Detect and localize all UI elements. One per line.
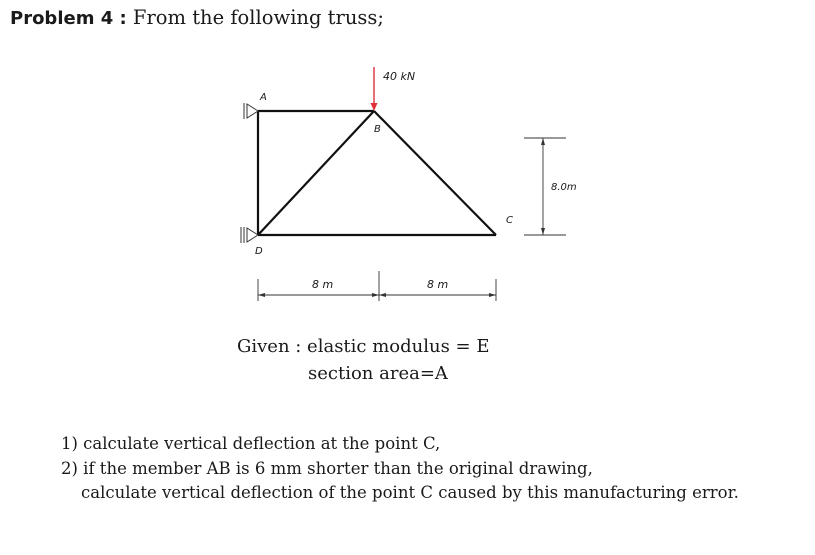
dimension-height: 8.0m: [551, 182, 577, 193]
question-2-line-2: calculate vertical deflection of the point C caused by this manufacturing error.: [81, 483, 739, 502]
node-label-d: D: [255, 246, 263, 257]
given-line-2: section area=A: [308, 363, 448, 384]
problem-text: From the following truss;: [126, 6, 384, 29]
load-arrow: [371, 67, 378, 111]
question-1: 1) calculate vertical deflection at the point C,: [61, 434, 441, 453]
support-D-pin: [241, 227, 258, 243]
horizontal-dimension: [258, 271, 496, 301]
member-BC: [374, 111, 496, 235]
dimension-span-2: 8 m: [427, 278, 449, 291]
questions-block: [61, 432, 739, 506]
load-label: 40 kN: [383, 70, 416, 83]
support-A-roller: [244, 103, 258, 119]
member-BD: [258, 111, 374, 235]
node-label-c: C: [506, 215, 513, 226]
node-label-a: A: [260, 92, 267, 103]
question-2-line-1: 2) if the member AB is 6 mm shorter than the original drawing,: [61, 458, 593, 478]
node-label-b: B: [374, 124, 381, 135]
given-line-1: Given : elastic modulus = E: [237, 336, 490, 357]
given-block: [237, 333, 490, 387]
dimension-span-1: 8 m: [312, 278, 334, 291]
problem-label: Problem 4 :: [10, 8, 127, 29]
